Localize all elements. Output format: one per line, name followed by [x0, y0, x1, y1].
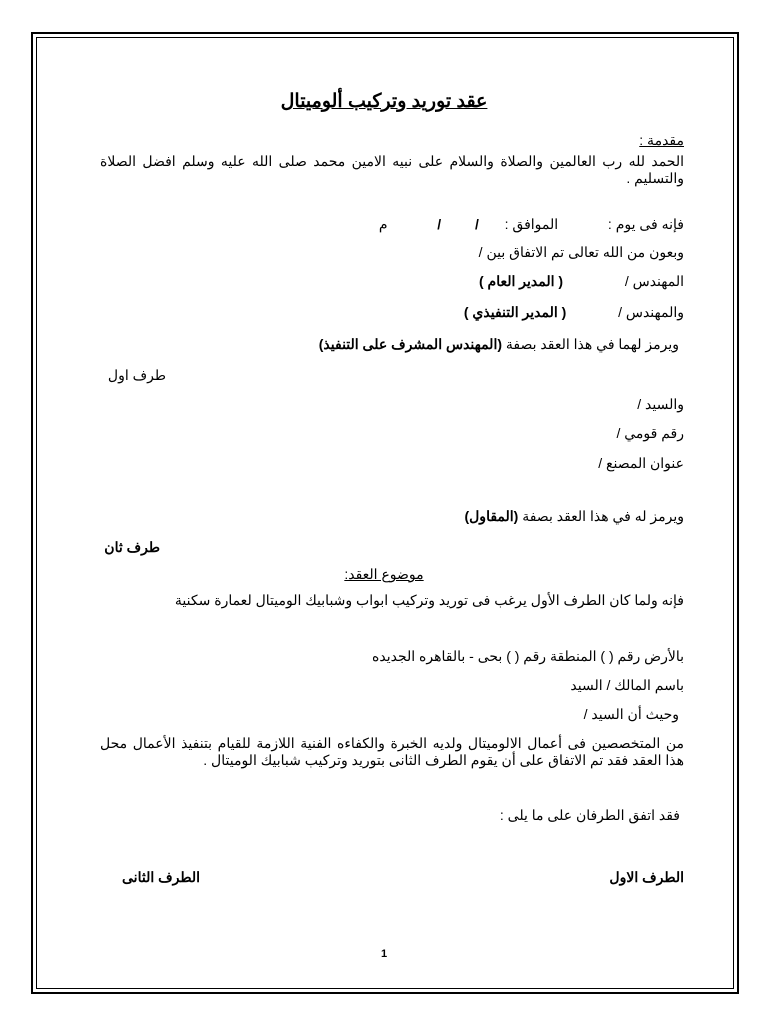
specialist-text: من المتخصصين فى أعمال الالوميتال ولديه الخبرة والكفاءه الفنية اللازمة للقيام بتنفيذ الأعمال محل هذا العقد فقد تم الاتفاق على أن يقوم الطرف الثانى بتوريد وتركيب شبابيك الوميتال . — [100, 735, 684, 768]
page-number: 1 — [380, 948, 388, 960]
date-day-label: فإنه فى يوم : — [607, 216, 684, 232]
signature-first-party: الطرف الاول — [609, 869, 684, 885]
party2-symbol-line — [464, 508, 684, 525]
party1-symbol-line — [319, 336, 679, 353]
intro-label: مقدمة : — [639, 132, 684, 148]
engineer1-role: ( المدير العام ) — [479, 273, 564, 289]
party1-label: طرف اول — [107, 367, 166, 383]
party2-symbol-prefix: ويرمز له في هذا العقد بصفة — [522, 508, 684, 524]
date-muwafiq-label: الموافق : — [504, 216, 559, 232]
agreed-line: فقد اتفق الطرفان على ما يلى : — [499, 807, 680, 823]
intro-text: الحمد لله رب العالمين والصلاة والسلام على نبيه الامين محمد صلى الله عليه وسلم افضل الصلاة والتسليم . — [100, 153, 684, 186]
land-line: بالأرض رقم ( ) المنطقة رقم ( ) بحى - بالقاهره الجديده — [372, 648, 684, 664]
date-slash-2: / — [437, 216, 442, 232]
engineer1-label: المهندس / — [624, 273, 684, 289]
engineer1-line — [479, 273, 684, 290]
party2-label: طرف ثان — [104, 539, 160, 555]
engineer2-role: ( المدير التنفيذي ) — [463, 304, 567, 320]
party1-symbol-prefix: ويرمز لهما في هذا العقد بصفة — [505, 336, 679, 352]
date-slash-1: / — [474, 216, 479, 232]
signature-second-party: الطرف الثانى — [122, 869, 200, 885]
subject-heading: موضوع العقد: — [344, 566, 424, 582]
party2-symbol: (المقاول) — [464, 508, 519, 524]
party1-symbol: (المهندس المشرف على التنفيذ) — [318, 336, 503, 352]
factory-address-label: عنوان المصنع / — [598, 455, 684, 471]
date-m-label: م — [378, 216, 388, 232]
engineer2-line — [464, 304, 684, 321]
national-id-label: رقم قومي / — [616, 425, 684, 441]
subject-text: فإنه ولما كان الطرف الأول يرغب فى توريد وتركيب ابواب وشبابيك الوميتال لعمارة سكنية — [174, 592, 684, 608]
date-line — [379, 216, 684, 233]
engineer2-label: والمهندس / — [618, 304, 684, 320]
document-title: عقد توريد وتركيب ألوميتال — [280, 91, 488, 112]
owner-line: باسم المالك / السيد — [570, 677, 684, 693]
agreement-line: وبعون من الله تعالى تم الاتفاق بين / — [478, 244, 684, 260]
whereas-line: وحيث أن السيد / — [583, 706, 679, 722]
mr-label: والسيد / — [637, 396, 684, 412]
